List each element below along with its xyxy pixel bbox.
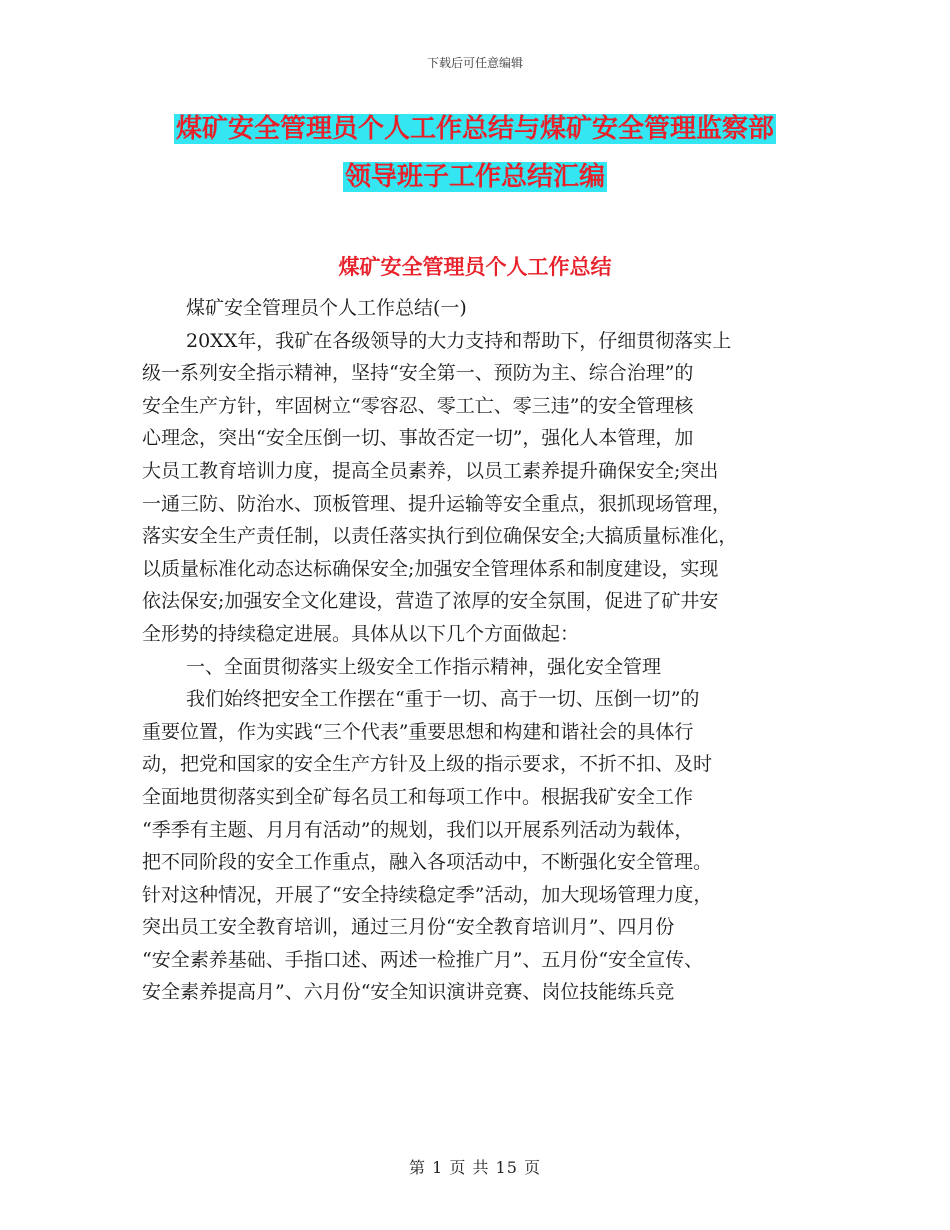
body-line: “安全素养基础、手指口述、两述一检推广月”、五月份“安全宣传、 [142,948,704,971]
page-footer: 第 1 页 共 15 页 [409,1158,541,1177]
body-line: 落实安全生产责任制，以责任落实执行到位确保安全;大搞质量标准化， [142,525,738,548]
body-line: 针对这种情况，开展了“安全持续稳定季”活动，加大现场管理力度， [142,883,713,906]
body-line: 动，把党和国家的安全生产方针及上级的指示要求，不折不扣、及时 [142,753,713,776]
body-line: 以质量标准化动态达标确保安全;加强安全管理体系和制度建设，实现 [142,557,719,580]
section-subtitle: 煤矿安全管理员个人工作总结 [338,255,612,279]
body-line: 依法保安;加强安全文化建设，营造了浓厚的安全氛围，促进了矿井安 [142,590,719,613]
body-text [142,292,814,1009]
body-line: 一通三防、防治水、顶板管理、提升运输等安全重点，狠抓现场管理， [142,492,732,515]
section-heading: 一、全面贯彻落实上级安全工作指示精神，强化安全管理 [186,655,662,678]
paragraph-heading: 煤矿安全管理员个人工作总结(一) [186,297,467,319]
body-line: 重要位置，作为实践“三个代表”重要思想和构建和谐社会的具体行 [142,720,694,743]
body-line: “季季有主题、月月有活动”的规划，我们以开展系列活动为载体， [142,818,694,841]
main-title-line-2: 领导班子工作总结汇编 [344,162,605,192]
body-line: 把不同阶段的安全工作重点，融入各项活动中，不断强化安全管理。 [142,851,713,874]
body-line: 20XX年，我矿在各级领导的大力支持和帮助下，仔细贯彻落实上 [186,329,732,352]
header-note: 下载后可任意编辑 [426,56,523,70]
body-line: 全形势的持续稳定进展。具体从以下几个方面做起： [142,622,580,645]
body-line: 大员工教育培训力度，提高全员素养，以员工素养提升确保安全;突出 [142,459,719,482]
body-line: 突出员工安全教育培训，通过三月份“安全教育培训月”、四月份 [142,916,675,939]
body-line: 心理念，突出“安全压倒一切、事故否定一切”，强化人本管理，加 [142,427,694,450]
body-line: 全面地贯彻落实到全矿每名员工和每项工作中。根据我矿安全工作 [142,785,694,808]
body-line: 安全素养提高月”、六月份“安全知识演讲竞赛、岗位技能练兵竞 [142,981,675,1004]
body-line: 安全生产方针，牢固树立“零容忍、零工亡、零三违”的安全管理核 [142,394,694,417]
body-line: 我们始终把安全工作摆在“重于一切、高于一切、压倒一切”的 [186,688,700,711]
main-title-line-1: 煤矿安全管理员个人工作总结与煤矿安全管理监察部 [175,114,774,144]
body-line: 级一系列安全指示精神，坚持“安全第一、预防为主、综合治理”的 [142,362,694,385]
